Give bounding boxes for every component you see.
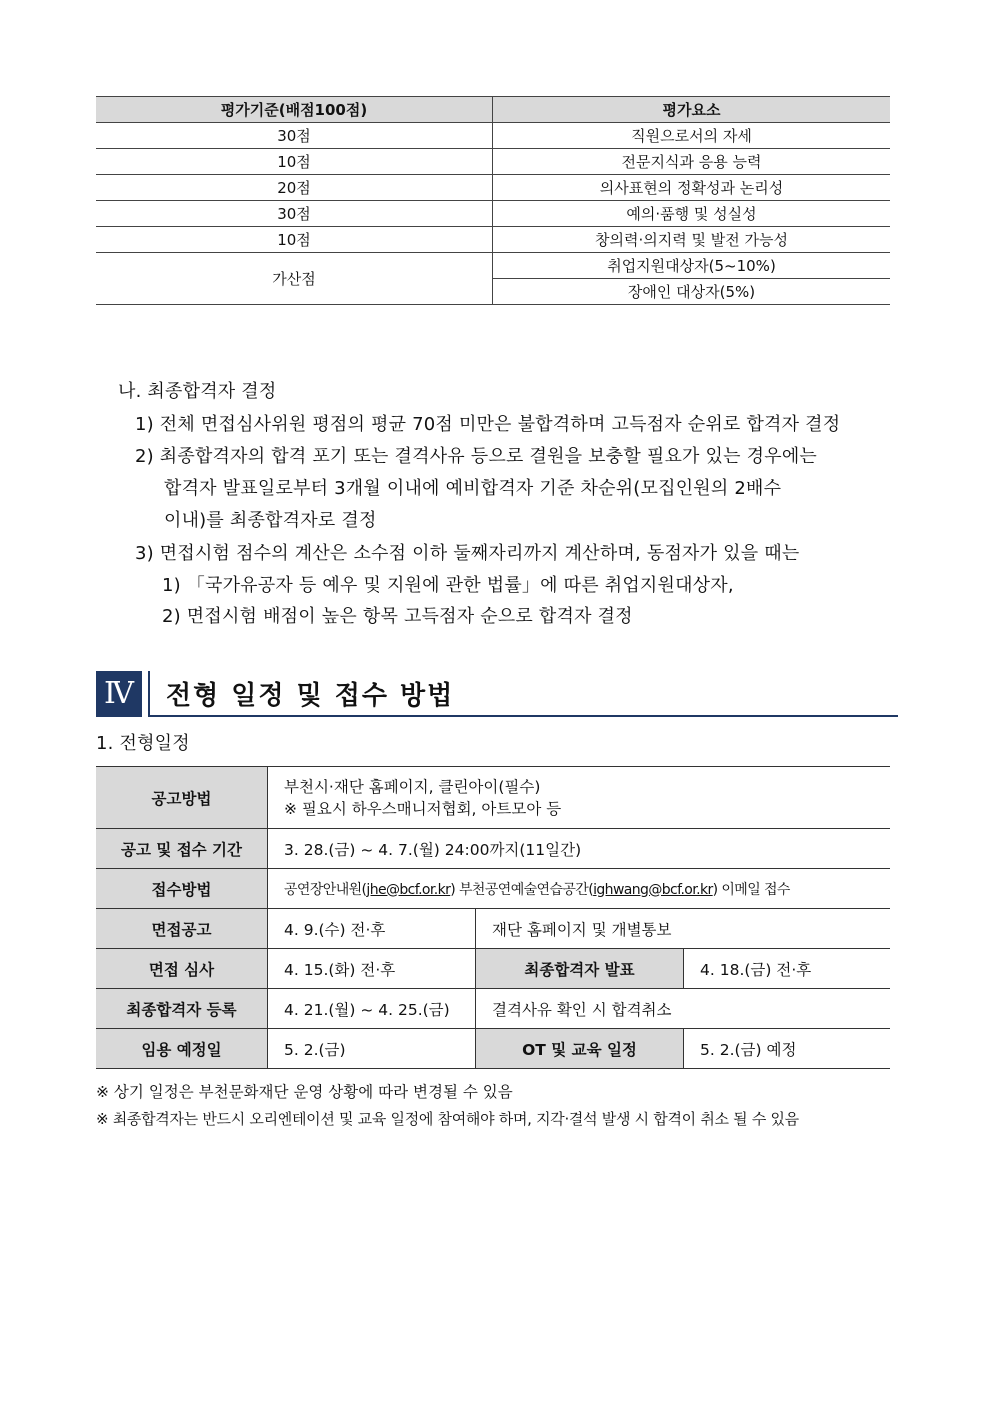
table-row xyxy=(96,767,890,829)
label-final-announcement: 최종합격자 발표 xyxy=(476,949,684,989)
decision-item-3-sub-2: 2) 면접시험 배점이 높은 항목 고득점자 순으로 합격자 결정 xyxy=(162,606,633,627)
score-cell: 30점 xyxy=(96,201,493,227)
element-cell: 예의·품행 및 성실성 xyxy=(493,201,891,227)
decision-item-1: 1) 전체 면접심사위원 평점의 평균 70점 미만은 불합격하며 고득점자 순위로 합격자 결정 xyxy=(135,414,841,435)
schedule-note-2: ※ 최종합격자는 반드시 오리엔테이션 및 교육 일정에 참여해야 하며, 지각·결석 발생 시 합격이 취소 될 수 있음 xyxy=(96,1110,799,1128)
bonus-item-cell: 취업지원대상자(5~10%) xyxy=(493,253,891,279)
email-link-2[interactable]: ighwang@bcf.or.kr xyxy=(593,881,713,898)
decision-item-3-line-1: 3) 면접시험 점수의 계산은 소수점 이하 둘째자리까지 계산하며, 동점자가 있을 때는 xyxy=(135,543,800,564)
schedule-note-1: ※ 상기 일정은 부천문화재단 운영 상황에 따라 변경될 수 있음 xyxy=(96,1083,513,1101)
row-label-period: 공고 및 접수 기간 xyxy=(96,829,268,869)
table-row xyxy=(96,149,890,175)
application-method-cell xyxy=(268,869,891,909)
decision-item-2-line-2: 합격자 발표일로부터 3개월 이내에 예비합격자 기준 차순위(모집인원의 2배수 xyxy=(164,478,782,499)
email-link-1[interactable]: jhe@bcf.or.kr xyxy=(366,881,451,898)
period-value: 3. 28.(금) ~ 4. 7.(월) 24:00까지(11일간) xyxy=(268,829,891,869)
hire-date: 5. 2.(금) xyxy=(268,1029,476,1069)
subsection-heading-schedule: 1. 전형일정 xyxy=(96,733,190,754)
label-ot-schedule: OT 및 교육 일정 xyxy=(476,1029,684,1069)
section-divider xyxy=(148,671,150,717)
schedule-table xyxy=(96,766,890,1069)
table-row xyxy=(96,829,890,869)
evaluation-criteria-table xyxy=(96,96,890,305)
section-heading-final-decision: 나. 최종합격자 결정 xyxy=(118,381,277,402)
method-text-1: 공연장안내원( xyxy=(284,881,367,898)
row-label-announce-method: 공고방법 xyxy=(96,767,268,829)
table-row xyxy=(96,227,890,253)
row-label-hire-date: 임용 예정일 xyxy=(96,1029,268,1069)
table-row xyxy=(96,989,890,1029)
section-underline xyxy=(150,715,898,717)
table-row xyxy=(96,201,890,227)
registration-date: 4. 21.(월) ~ 4. 25.(금) xyxy=(268,989,476,1029)
table-row xyxy=(96,909,890,949)
table-row xyxy=(96,1029,890,1069)
section-number-badge: Ⅳ xyxy=(96,671,142,717)
bonus-item-cell: 장애인 대상자(5%) xyxy=(627,283,756,301)
final-announcement-date: 4. 18.(금) 전·후 xyxy=(684,949,891,989)
table-row xyxy=(96,175,890,201)
registration-note: 결격사유 확인 시 합격취소 xyxy=(476,989,891,1029)
score-cell: 20점 xyxy=(96,175,493,201)
row-label-interview-notice: 면접공고 xyxy=(96,909,268,949)
row-label-registration: 최종합격자 등록 xyxy=(96,989,268,1029)
row-label-application-method: 접수방법 xyxy=(96,869,268,909)
table-row xyxy=(96,949,890,989)
table-row xyxy=(96,123,890,149)
score-cell: 10점 xyxy=(96,227,493,253)
element-cell: 직원으로서의 자세 xyxy=(493,123,891,149)
section-title: 전형 일정 및 접수 방법 xyxy=(166,681,455,711)
method-text-2: ) 부천공연예술연습공간( xyxy=(450,881,594,898)
column-header-criteria: 평가기준(배점100점) xyxy=(96,97,493,123)
announce-method-line-2: ※ 필요시 하우스매니저협회, 아트모아 등 xyxy=(284,799,562,818)
row-label-interview: 면접 심사 xyxy=(96,949,268,989)
score-cell: 30점 xyxy=(96,123,493,149)
decision-item-2-line-1: 2) 최종합격자의 합격 포기 또는 결격사유 등으로 결원을 보충할 필요가 있는 경우에는 xyxy=(135,446,818,467)
table-row xyxy=(96,253,890,279)
interview-date: 4. 15.(화) 전·후 xyxy=(268,949,476,989)
announce-method-line-1: 부천시·재단 홈페이지, 클린아이(필수) xyxy=(284,777,541,796)
method-text-3: ) 이메일 접수 xyxy=(712,881,790,898)
table-row xyxy=(96,869,890,909)
interview-notice-date: 4. 9.(수) 전·후 xyxy=(268,909,476,949)
ot-date: 5. 2.(금) 예정 xyxy=(684,1029,891,1069)
bonus-label-cell: 가산점 xyxy=(96,253,493,305)
table-header-row xyxy=(96,97,890,123)
score-cell: 10점 xyxy=(96,149,493,175)
decision-item-3-sub-1: 1) 「국가유공자 등 예우 및 지원에 관한 법률」에 따른 취업지원대상자, xyxy=(162,575,734,596)
element-cell: 전문지식과 응용 능력 xyxy=(493,149,891,175)
column-header-elements: 평가요소 xyxy=(493,97,891,123)
element-cell: 의사표현의 정확성과 논리성 xyxy=(493,175,891,201)
element-cell: 창의력·의지력 및 발전 가능성 xyxy=(493,227,891,253)
announce-method-cell xyxy=(268,767,891,829)
decision-item-2-line-3: 이내)를 최종합격자로 결정 xyxy=(164,510,377,531)
interview-notice-note: 재단 홈페이지 및 개별통보 xyxy=(476,909,891,949)
